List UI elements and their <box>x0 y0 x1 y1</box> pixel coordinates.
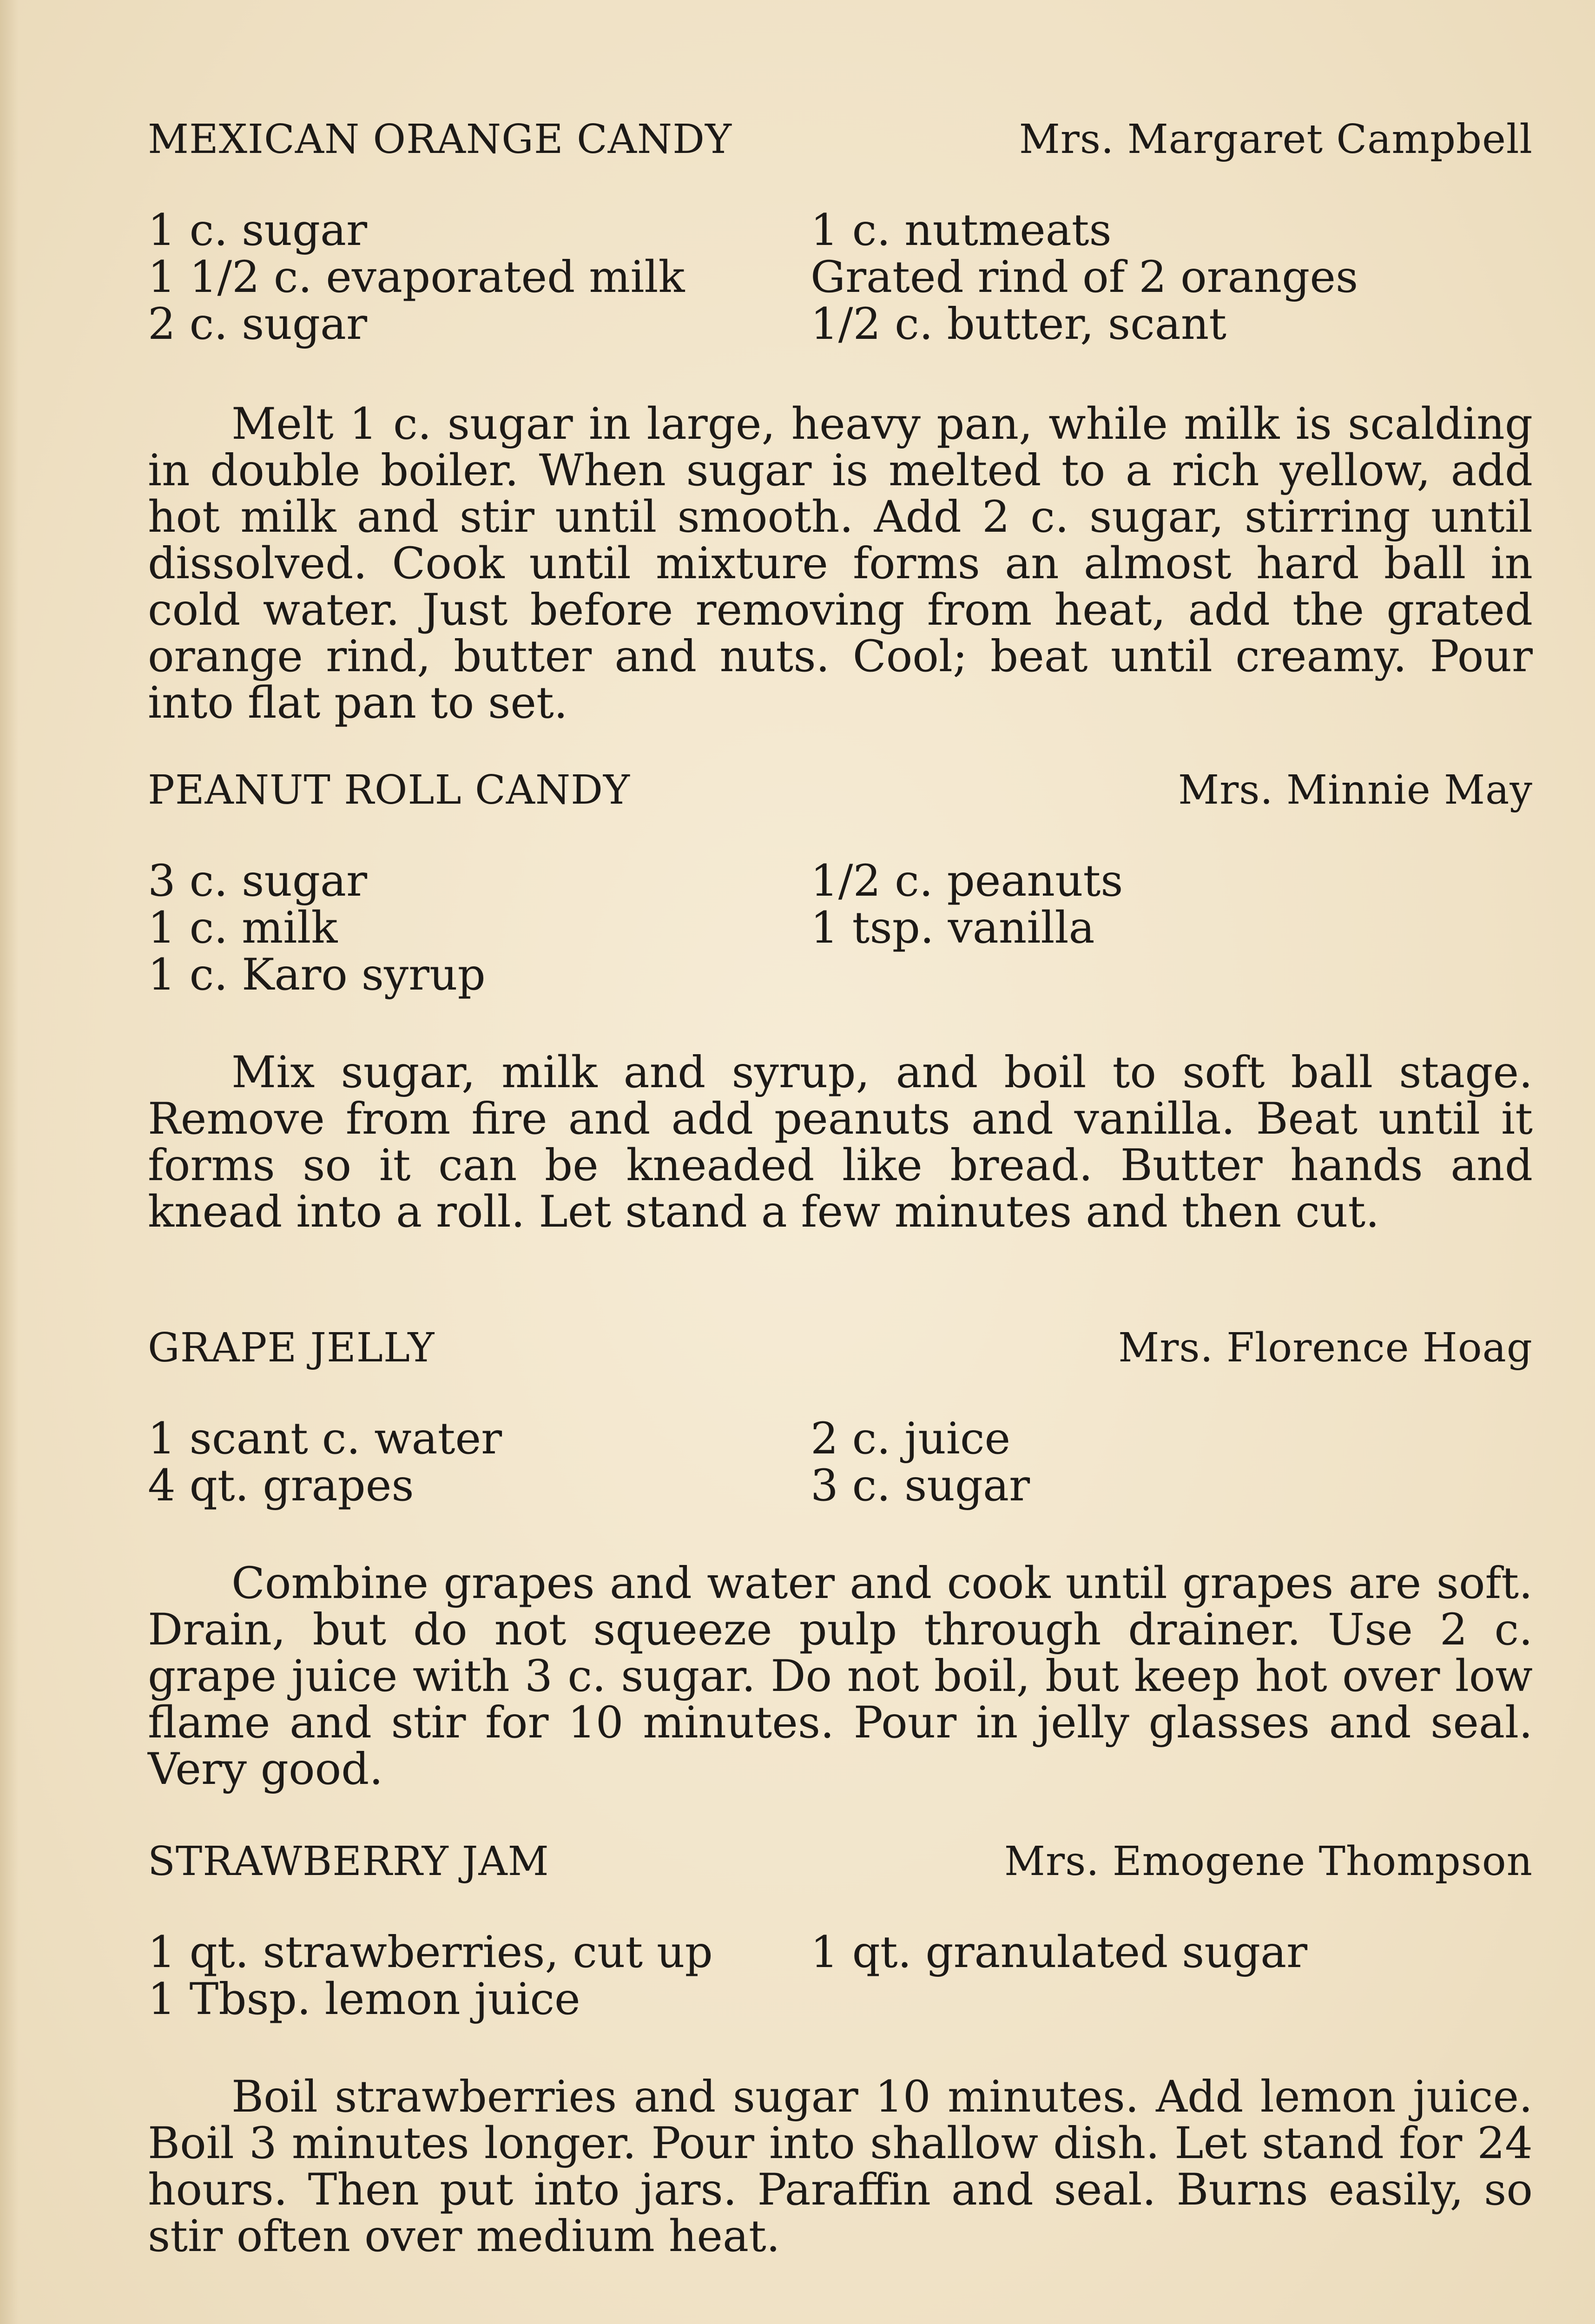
ingredient-item: 1 c. milk <box>148 903 338 953</box>
ingredient-column-right <box>811 1929 1307 1976</box>
ingredient-item: 1 qt. granulated sugar <box>811 1927 1308 1978</box>
recipe-method: Boil strawberries and sugar 10 minutes. Add lemon juice. Boil 3 minutes longer. Pour into shallow dish. Let stand for 24 hours. Then put into jars. Paraffin and seal. Burns easily, so stir often over medium heat. <box>148 2072 1533 2262</box>
ingredient-item: 4 qt. grapes <box>148 1460 414 1511</box>
recipe-mexican-orange-candy <box>148 114 1533 726</box>
recipe-author: Mrs. Emogene Thompson <box>1004 1838 1533 1885</box>
ingredient-column-left <box>148 1415 502 1509</box>
ingredient-item: 1/2 c. peanuts <box>811 856 1123 906</box>
ingredient-column-right <box>811 207 1358 348</box>
ingredient-item: 3 c. sugar <box>811 1460 1030 1511</box>
ingredient-column-left <box>148 1929 713 2023</box>
recipe-header <box>148 1836 1533 1887</box>
ingredient-item: 1/2 c. butter, scant <box>811 299 1227 350</box>
recipe-title: STRAWBERRY JAM <box>148 1838 549 1885</box>
recipe-title: PEANUT ROLL CANDY <box>148 767 630 813</box>
recipe-title: MEXICAN ORANGE CANDY <box>148 116 732 163</box>
recipe-author: Mrs. Margaret Campbell <box>1019 116 1533 163</box>
ingredient-column-right <box>811 858 1123 951</box>
ingredient-list <box>148 207 1533 348</box>
ingredient-column-right <box>811 1415 1030 1509</box>
recipe-method: Melt 1 c. sugar in large, heavy pan, while milk is scalding in double boiler. When sugar is melted to a rich yellow, add hot milk and stir until smooth. Add 2 c. sugar, stirring until dissolved. Cook until mixture forms an almost hard ball in cold water. Just before removing from heat, add the grated orange rind, butter and nuts. Cool; beat until creamy. Pour into flat pan to set. <box>148 399 1533 728</box>
recipe-header <box>148 1322 1533 1373</box>
recipe-author: Mrs. Minnie May <box>1178 767 1533 813</box>
recipe-method: Mix sugar, milk and syrup, and boil to soft ball stage. Remove from fire and add peanuts and vanilla. Beat until it forms so it can be kneaded like bread. Butter hands and knead into a roll. Let stand a few minutes and then cut. <box>148 1047 1533 1237</box>
ingredient-list <box>148 858 1533 998</box>
ingredient-column-left <box>148 207 685 348</box>
ingredient-item: 3 c. sugar <box>148 856 368 906</box>
ingredient-item: 1 c. Karo syrup <box>148 950 486 1000</box>
recipe-peanut-roll-candy <box>148 765 1533 1235</box>
ingredient-item: 1 c. nutmeats <box>811 205 1112 256</box>
ingredient-list <box>148 1415 1533 1509</box>
ingredient-item: Grated rind of 2 oranges <box>811 252 1358 303</box>
ingredient-item: 1 qt. strawberries, cut up <box>148 1927 713 1978</box>
ingredient-item: 2 c. sugar <box>148 299 368 350</box>
recipe-strawberry-jam <box>148 1836 1533 2260</box>
ingredient-item: 1 Tbsp. lemon juice <box>148 1974 580 2025</box>
ingredient-item: 1 scant c. water <box>148 1413 502 1464</box>
ingredient-item: 1 1/2 c. evaporated milk <box>148 252 685 303</box>
recipe-header <box>148 765 1533 816</box>
recipe-title: GRAPE JELLY <box>148 1325 435 1371</box>
recipe-header <box>148 114 1533 165</box>
ingredient-item: 1 c. sugar <box>148 205 368 256</box>
recipe-grape-jelly <box>148 1322 1533 1793</box>
ingredient-column-left <box>148 858 486 998</box>
recipe-author: Mrs. Florence Hoag <box>1118 1325 1533 1371</box>
ingredient-item: 1 tsp. vanilla <box>811 903 1095 953</box>
recipe-method: Combine grapes and water and cook until grapes are soft. Drain, but do not squeeze pulp through drainer. Use 2 c. grape juice with 3 c. sugar. Do not boil, but keep hot over low flame and stir for 10 minutes. Pour in jelly glasses and seal. Very good. <box>148 1558 1533 1795</box>
ingredient-item: 2 c. juice <box>811 1413 1011 1464</box>
ingredient-list <box>148 1929 1533 2023</box>
